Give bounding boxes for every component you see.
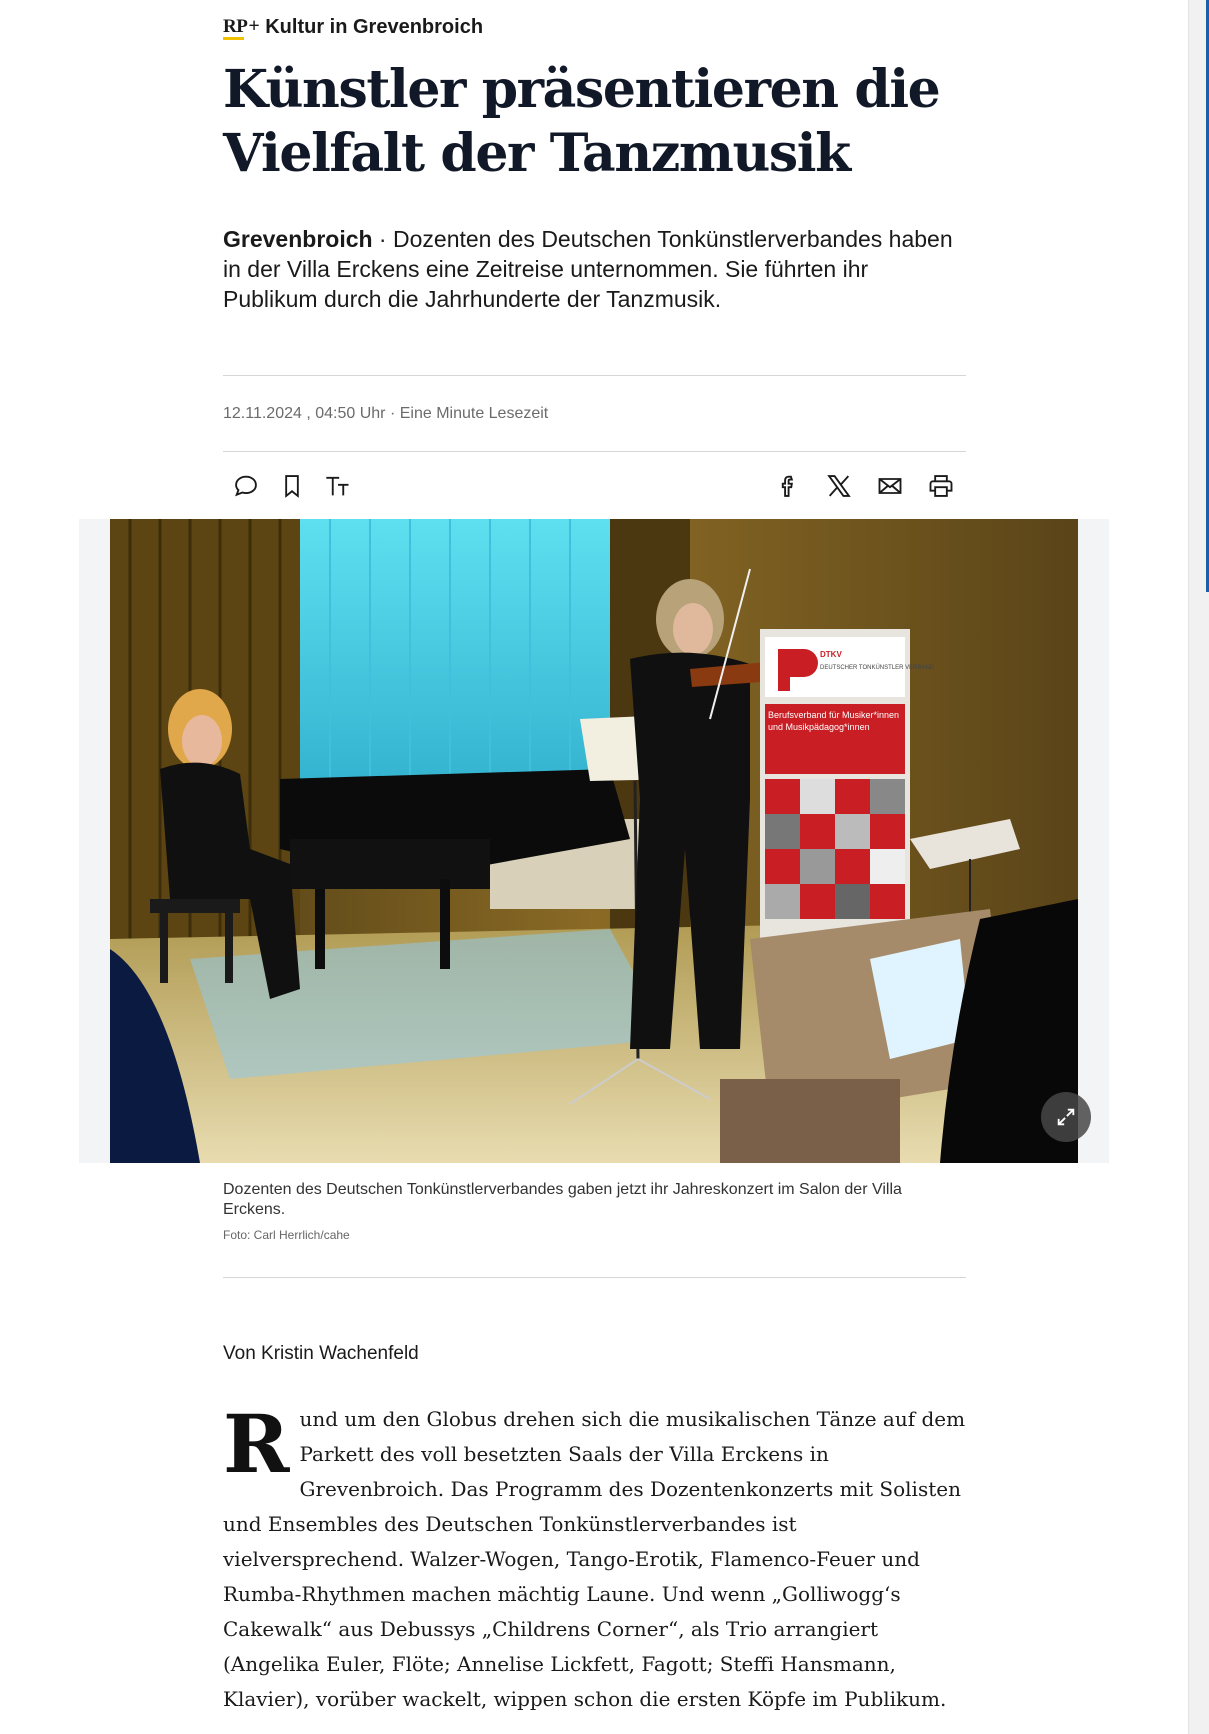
article-meta: 12.11.2024 , 04:50 Uhr · Eine Minute Lesezeit bbox=[223, 405, 549, 422]
page-title: Künstler präsentieren die Vielfalt der Tanzmusik bbox=[223, 59, 940, 184]
bookmark-icon[interactable] bbox=[272, 466, 312, 506]
x-twitter-icon[interactable] bbox=[819, 466, 859, 506]
facebook-icon[interactable] bbox=[768, 466, 808, 506]
print-icon[interactable] bbox=[921, 466, 961, 506]
divider bbox=[223, 375, 966, 376]
expand-icon bbox=[1055, 1106, 1077, 1128]
article-paragraph: und um den Globus drehen sich die musikalischen Tänze auf dem Parkett des voll besetzten Saals der Villa Erckens in Grevenbroich. Das Programm des Dozentenkonzerts mit Solisten und Ensembles des Deutschen Tonkünstlerverbandes ist vielversprechend. Walzer-Wogen, Tango-Erotik, Flamenco-Feuer und Rumba-Rhythmen machen mächtig Laune. Und wenn „Golliwogg‘s Cakewalk“ aus Debussys „Childrens Corner“, als Trio arrangiert (Angelika Euler, Flöte; Annelise Lickfett, Fagott; Steffi Hansmann, Klavier), vorüber wackelt, wippen schon die ersten Köpfe im Publikum. bbox=[223, 1407, 966, 1711]
mail-icon[interactable] bbox=[870, 466, 910, 506]
banner-subtitle: DEUTSCHER TONKÜNSTLER VERBAND bbox=[820, 665, 935, 671]
banner-text: Berufsverband für Musiker*innen und Musikpädagog*innen bbox=[768, 710, 900, 732]
publish-time: 04:50 Uhr bbox=[315, 405, 386, 422]
comment-icon[interactable] bbox=[226, 466, 266, 506]
rp-plus-badge: + bbox=[248, 14, 260, 37]
page-scrollbar[interactable] bbox=[1188, 0, 1209, 1734]
article-kicker[interactable] bbox=[223, 14, 966, 40]
concert-photo-illustration bbox=[110, 519, 1078, 1163]
article-body bbox=[223, 1397, 966, 1717]
divider bbox=[223, 1277, 966, 1278]
divider bbox=[223, 451, 966, 452]
article-teaser bbox=[223, 224, 966, 314]
concert-photo[interactable] bbox=[110, 519, 1078, 1163]
article-media bbox=[79, 519, 1109, 1163]
text-size-icon[interactable] bbox=[318, 466, 358, 506]
image-credit: Foto: Carl Herrlich/cahe bbox=[223, 1228, 350, 1242]
dropcap: R bbox=[223, 1397, 290, 1491]
teaser-text: Dozenten des Deutschen Tonkünstlerverbandes haben in der Villa Erckens eine Zeitreise unternommen. Sie führten ihr Publikum durch die Jahrhunderte der Tanzmusik. bbox=[223, 226, 953, 312]
teaser-separator: · bbox=[372, 226, 393, 252]
image-caption: Dozenten des Deutschen Tonkünstlerverbandes gaben jetzt ihr Jahreskonzert im Salon der Villa Erckens. bbox=[223, 1181, 902, 1218]
article-toolbar bbox=[223, 466, 966, 506]
rp-logo: RP+ bbox=[223, 15, 259, 40]
expand-image-button[interactable] bbox=[1041, 1092, 1091, 1142]
reading-time: Eine Minute Lesezeit bbox=[399, 405, 549, 422]
publish-date: 12.11.2024 bbox=[223, 405, 302, 422]
teaser-location: Grevenbroich bbox=[223, 226, 373, 252]
banner-title: DTKV bbox=[820, 650, 842, 659]
section-label[interactable]: Kultur in Grevenbroich bbox=[265, 15, 484, 38]
author-byline: Von Kristin Wachenfeld bbox=[223, 1343, 419, 1364]
